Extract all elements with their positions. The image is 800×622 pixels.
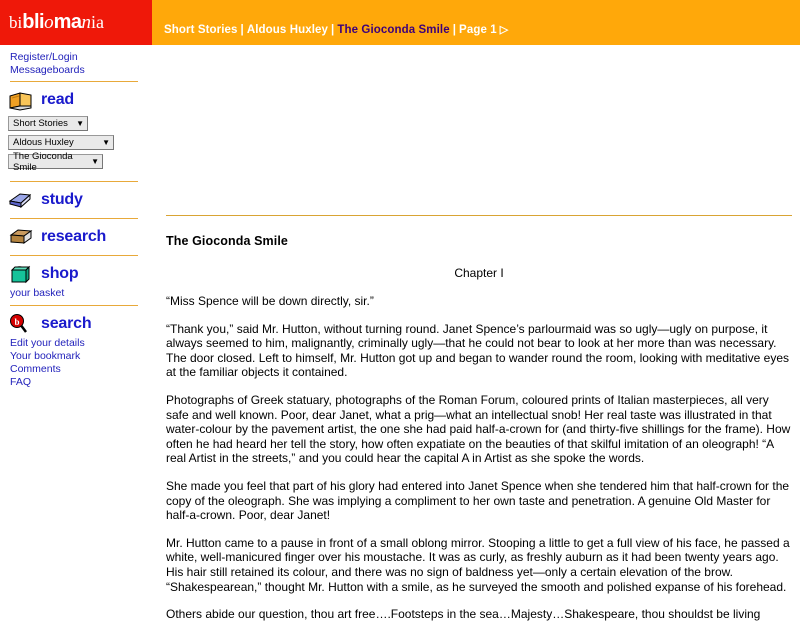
open-book-blue-icon — [8, 189, 34, 211]
sidebar-divider-3 — [10, 218, 138, 219]
header-banner — [152, 0, 800, 45]
logo-part-bli: bli — [22, 11, 45, 33]
chapter-heading: Chapter I — [454, 266, 504, 280]
sidebar-link-register-login[interactable]: Register/Login — [10, 51, 78, 63]
sidebar-section-shop[interactable] — [0, 261, 152, 287]
logo-part-n: n — [81, 12, 91, 33]
sidebar-section-read-label: read — [41, 91, 74, 108]
title-select-value: The Gioconda Smile — [13, 150, 73, 173]
author-select-value: Aldous Huxley — [13, 137, 74, 148]
sidebar-selects — [0, 113, 152, 176]
sidebar-search-links — [0, 337, 152, 389]
sidebar-link-edit-your-details[interactable]: Edit your details — [10, 337, 85, 349]
category-select[interactable] — [8, 116, 88, 131]
sidebar-section-search[interactable] — [0, 311, 152, 337]
sidebar — [0, 45, 152, 600]
chevron-down-icon: ▼ — [102, 138, 110, 147]
logo-part-ia: ia — [90, 12, 104, 32]
logo-part-ma: ma — [53, 11, 82, 33]
body-wrapper — [0, 45, 800, 622]
breadcrumb — [164, 23, 508, 36]
sidebar-section-research[interactable] — [0, 224, 152, 250]
title-select[interactable] — [8, 150, 103, 173]
main-content — [152, 45, 800, 622]
site-logo[interactable] — [0, 0, 152, 45]
category-select-value: Short Stories — [13, 118, 68, 129]
sidebar-divider-5 — [10, 305, 138, 306]
shopping-bag-icon — [8, 263, 34, 285]
breadcrumb-separator-2: | — [331, 24, 335, 36]
sidebar-section-study[interactable] — [0, 187, 152, 213]
sidebar-link-your-bookmark[interactable]: Your bookmark — [10, 350, 81, 362]
story-paragraph: Others abide our question, thou art free….Footsteps in the sea…Majesty…Shakespeare, thou shouldst be living — [166, 607, 761, 622]
author-select[interactable] — [8, 135, 114, 150]
site-header — [0, 0, 800, 45]
sidebar-shop-links — [0, 287, 152, 300]
sidebar-divider-1 — [10, 81, 138, 82]
story-paragraph: “Miss Spence will be down directly, sir.” — [166, 294, 374, 308]
sidebar-divider-2 — [10, 181, 138, 182]
story-paragraph: Mr. Hutton came to a pause in front of a small oblong mirror. Stooping a little to get a full view of his face, he passed a white, well-manicured finger over his moustache. It was as curly, as freshly auburn as it had been twenty years ago. His hair still retained its colour, and there was no sign of baldness yet—only a certain elevation of the brow. “Shakespearean,” thought Mr. Hutton with a smile, as he surveyed the smooth and polished expanse of his forehead. — [166, 535, 790, 594]
breadcrumb-separator-3: | — [452, 24, 457, 36]
sidebar-section-study-label: study — [41, 191, 83, 208]
story-paragraph: Photographs of Greek statuary, photographs of the Roman Forum, coloured prints of Italian masterpieces, all very safe and well known. Poor, dear Janet, what a prig—what an intellectual snob! Her real taste was illustrated in that water-colour by the pavement artist, the one she had paid half-a-crown for (and thirty-five shillings for the frame). How often he had heard her tell the story, how often expatiate on the beauties of that skilful imitation of an oleograph! “A real Artist in the streets,” and you could hear the capital A in Artist as she spoke the words. — [166, 392, 791, 466]
breadcrumb-separator-1: | — [240, 24, 244, 36]
breadcrumb-aldous-huxley[interactable]: Aldous Huxley — [246, 24, 329, 36]
breadcrumb-short-stories[interactable]: Short Stories — [164, 24, 238, 36]
chevron-down-icon: ▼ — [76, 119, 84, 128]
sidebar-link-messageboards[interactable]: Messageboards — [10, 63, 85, 76]
closed-book-brown-icon — [8, 226, 34, 248]
magnifier-icon — [8, 313, 34, 335]
breadcrumb-page: Page 1 — [459, 24, 497, 36]
logo-part-bi: bi — [9, 13, 23, 32]
sidebar-divider-4 — [10, 255, 138, 256]
sidebar-top-links — [0, 51, 152, 76]
next-page-arrow-icon[interactable]: ▷ — [499, 24, 509, 36]
svg-text:b: b — [14, 317, 20, 327]
sidebar-link-faq[interactable]: FAQ — [10, 376, 32, 388]
content-top-divider — [166, 215, 792, 216]
story-paragraph: “Thank you,” said Mr. Hutton, without turning round. Janet Spence’s parlourmaid was so ugly—ugly on purpose, it always seemed to him, malignantly, criminally ugly—that he could not bear to look at her more than was necessary. The door closed. Left to himself, Mr. Hutton got up and began to wander round the room, looking with meditative eyes at the familiar objects it contained. — [166, 321, 790, 380]
chevron-down-icon: ▼ — [91, 157, 99, 166]
sidebar-section-read[interactable] — [0, 87, 152, 113]
logo-wordmark — [9, 11, 104, 34]
breadcrumb-current-title: The Gioconda Smile — [337, 24, 450, 36]
story-paragraph: She made you feel that part of his glory had entered into Janet Spence when she tendered him that half-crown for the copy of the oleograph. She was implying a compliment to her own taste and penetration. A genuine Old Master for half-a-crown. Poor, dear Janet! — [166, 478, 790, 523]
sidebar-section-shop-label: shop — [41, 265, 79, 282]
open-book-orange-icon — [8, 89, 34, 111]
logo-part-o: o — [44, 12, 54, 33]
sidebar-section-search-label: search — [41, 315, 92, 332]
sidebar-link-your-basket[interactable]: your basket — [10, 287, 65, 299]
page-title: The Gioconda Smile — [166, 234, 288, 248]
sidebar-link-comments[interactable]: Comments — [10, 363, 61, 375]
sidebar-section-research-label: research — [41, 228, 107, 245]
